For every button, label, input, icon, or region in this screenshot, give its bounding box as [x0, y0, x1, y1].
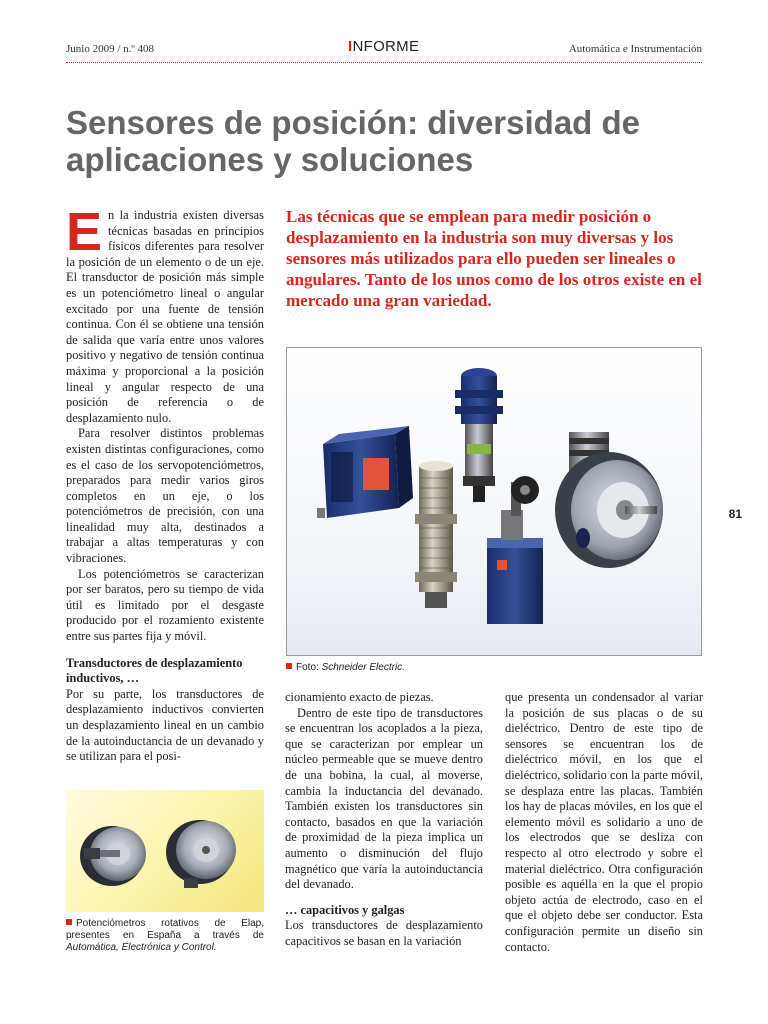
paragraph: cionamiento exacto de piezas.: [285, 690, 434, 704]
paragraph: Por su parte, los transductores de desplazamiento inductivos convierten un desplazamiento lineal en un cambio de la autoinductancia de un devanado y se utilizan para el posi-: [66, 686, 264, 764]
article-lead: Las técnicas que se emplean para medir posición o desplazamiento en la industria son muy diversas y los sensores más utilizados para ello pueden ser lineales o angulares. Tanto de los unos como de los otros existe en el mercado una gran variedad.: [286, 207, 702, 310]
magazine-name: Automática e Instrumentación: [568, 43, 702, 55]
issue-date: Junio 2009 / n.º 408: [66, 43, 155, 55]
caption-bullet: [286, 663, 292, 669]
caption-bullet: [66, 919, 72, 925]
intro-paragraph: [66, 202, 264, 426]
paragraph: Dentro de este tipo de transductores se encuentran los acoplados a la pieza, que se caracterizan por emplear un núcleo permeable que se mueve dentro de una bobina, la cual, al moverse, cambia la inductancia del devanado. También existen los transductores sin contacto, basados en que la variación de proximidad de la pieza implica un aumento o disminución del flujo magnético que varía la autoinductancia del devanado.: [285, 705, 483, 892]
intro-paragraph-text: n la industria existen diversas técnicas basadas en principios físicos diferentes para resolver la posición de un elemento o de un eje. El transductor de posición más simple es un potenciómetro lineal o angular excitado por una fuente de tensión continua. Con él se obtiene una tensión de salida que varía entre unos valores positivo y negativo de tensión continua máxima y proporcional a la posición lineal y angular respecto de una posición de referencia o de desplazamiento nulo.: [66, 208, 264, 425]
article-title: Sensores de posición: diversidad de aplicaciones y soluciones: [66, 104, 641, 178]
paragraph: que presenta un condensador al variar la posición de sus placas o de su dieléctrico. Dentro de este tipo de sensores se encuentran los de dieléctrico móvil, en los que el dieléctrico, solidario con la parte móvil, se desplaza entre las placas. También los hay de placas móviles, en los que el elemento móvil es solidario a uno de los electrodos que se desliza con respecto al otro electrodo y sobre el material dieléctrico. Otra configuración posible es aquélla en la que el propio objeto actúa de electrodo, caso en el que el objeto debe ser conductor. Esta configuración permite un diseño sin contacto.: [505, 690, 703, 954]
product-photo-potentiometers: [66, 790, 264, 912]
potentiometers-illustration: [66, 790, 264, 912]
caption-prefix: Foto:: [296, 662, 322, 673]
column-3: [505, 690, 703, 955]
caption-italic: Automática, Electrónica y Control.: [66, 942, 217, 953]
paragraph: Los potenciómetros se caracterizan por ser baratos, pero su tiempo de vida útil es limitado por el desgaste producido por el rozamiento existente entre sus partes fija y móvil.: [66, 566, 264, 644]
page-number: 81: [728, 507, 742, 521]
sensors-illustration: [287, 348, 702, 656]
caption-source: Schneider Electric.: [321, 662, 405, 673]
section-label-initial: I: [348, 38, 353, 55]
column-1: [66, 202, 264, 765]
product-photo-sensors: [286, 347, 702, 656]
subheading-inductive: Transductores de desplazamiento inductivos, …: [66, 655, 243, 686]
section-label: [348, 38, 419, 55]
photo2-caption: [66, 918, 264, 954]
photo-caption: [286, 662, 702, 674]
column-2: [285, 690, 483, 950]
drop-cap: E: [66, 202, 103, 262]
caption-text: Potenciómetros rotativos de Elap, presentes en España a través de: [66, 918, 264, 941]
subheading-capacitive: … capacitivos y galgas: [285, 902, 405, 917]
paragraph: Los transductores de desplazamiento capacitivos se basan en la variación: [285, 918, 483, 948]
paragraph: Para resolver distintos problemas existen distintas configuraciones, como es el caso de los servopotenciómetros, preparados para medir varios giros completos en un eje, o los potenciómetros de precisión, con una linealidad muy alta, destinados a trabajar a altas temperaturas y con vibraciones.: [66, 426, 264, 566]
section-label-rest: NFORME: [352, 38, 420, 55]
header-rule: [66, 62, 702, 63]
